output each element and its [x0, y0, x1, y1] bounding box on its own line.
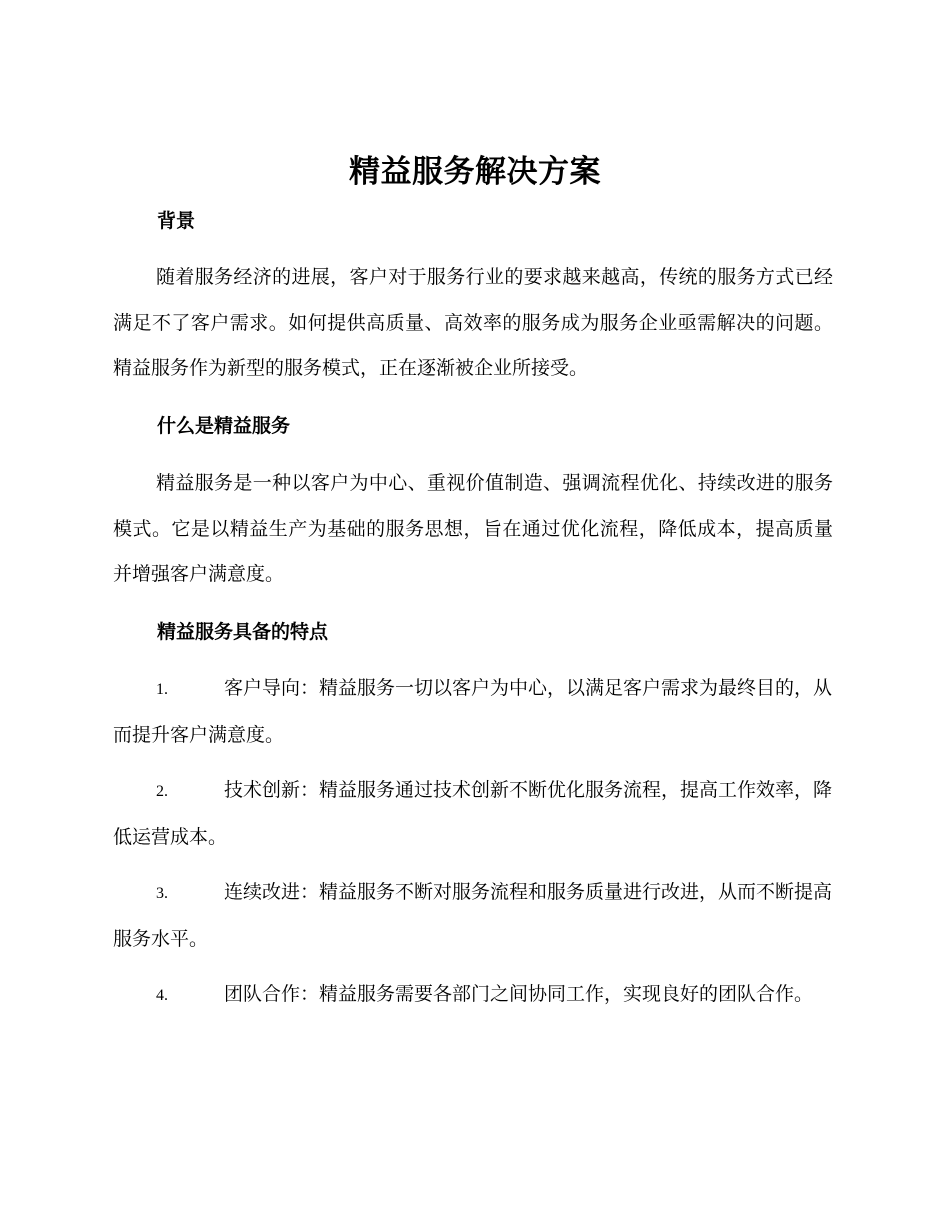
heading-background: 背景: [157, 210, 196, 232]
list-item: [113, 666, 833, 758]
heading-definition: 什么是精益服务: [157, 415, 291, 437]
list-item-text: 客户导向：精益服务一切以客户为中心，以满足客户需求为最终目的，从而提升客户满意度。: [113, 677, 833, 746]
list-item: [113, 972, 833, 1019]
list-item: [113, 768, 833, 860]
paragraph-definition: 精益服务是一种以客户为中心、重视价值制造、强调流程优化、持续改进的服务模式。它是以精益生产为基础的服务思想，旨在通过优化流程，降低成本，提高质量并增强客户满意度。: [113, 472, 833, 585]
list-item: [113, 870, 833, 962]
document-title: 精益服务解决方案: [349, 154, 601, 190]
list-item-number: 1.: [156, 681, 168, 698]
heading-features: 精益服务具备的特点: [157, 621, 329, 643]
list-item-number: 4.: [156, 987, 168, 1004]
list-item-text: 连续改进：精益服务不断对服务流程和服务质量进行改进，从而不断提高服务水平。: [113, 881, 833, 950]
list-item-number: 2.: [156, 783, 168, 800]
list-item-number: 3.: [156, 885, 168, 902]
list-item-text: 技术创新：精益服务通过技术创新不断优化服务流程，提高工作效率，降低运营成本。: [113, 779, 833, 848]
list-item-text: 团队合作：精益服务需要各部门之间协同工作，实现良好的团队合作。: [224, 983, 814, 1005]
paragraph-background: 随着服务经济的进展，客户对于服务行业的要求越来越高，传统的服务方式已经满足不了客户需求。如何提供高质量、高效率的服务成为服务企业亟需解决的问题。精益服务作为新型的服务模式，正在逐渐被企业所接受。: [113, 266, 833, 379]
